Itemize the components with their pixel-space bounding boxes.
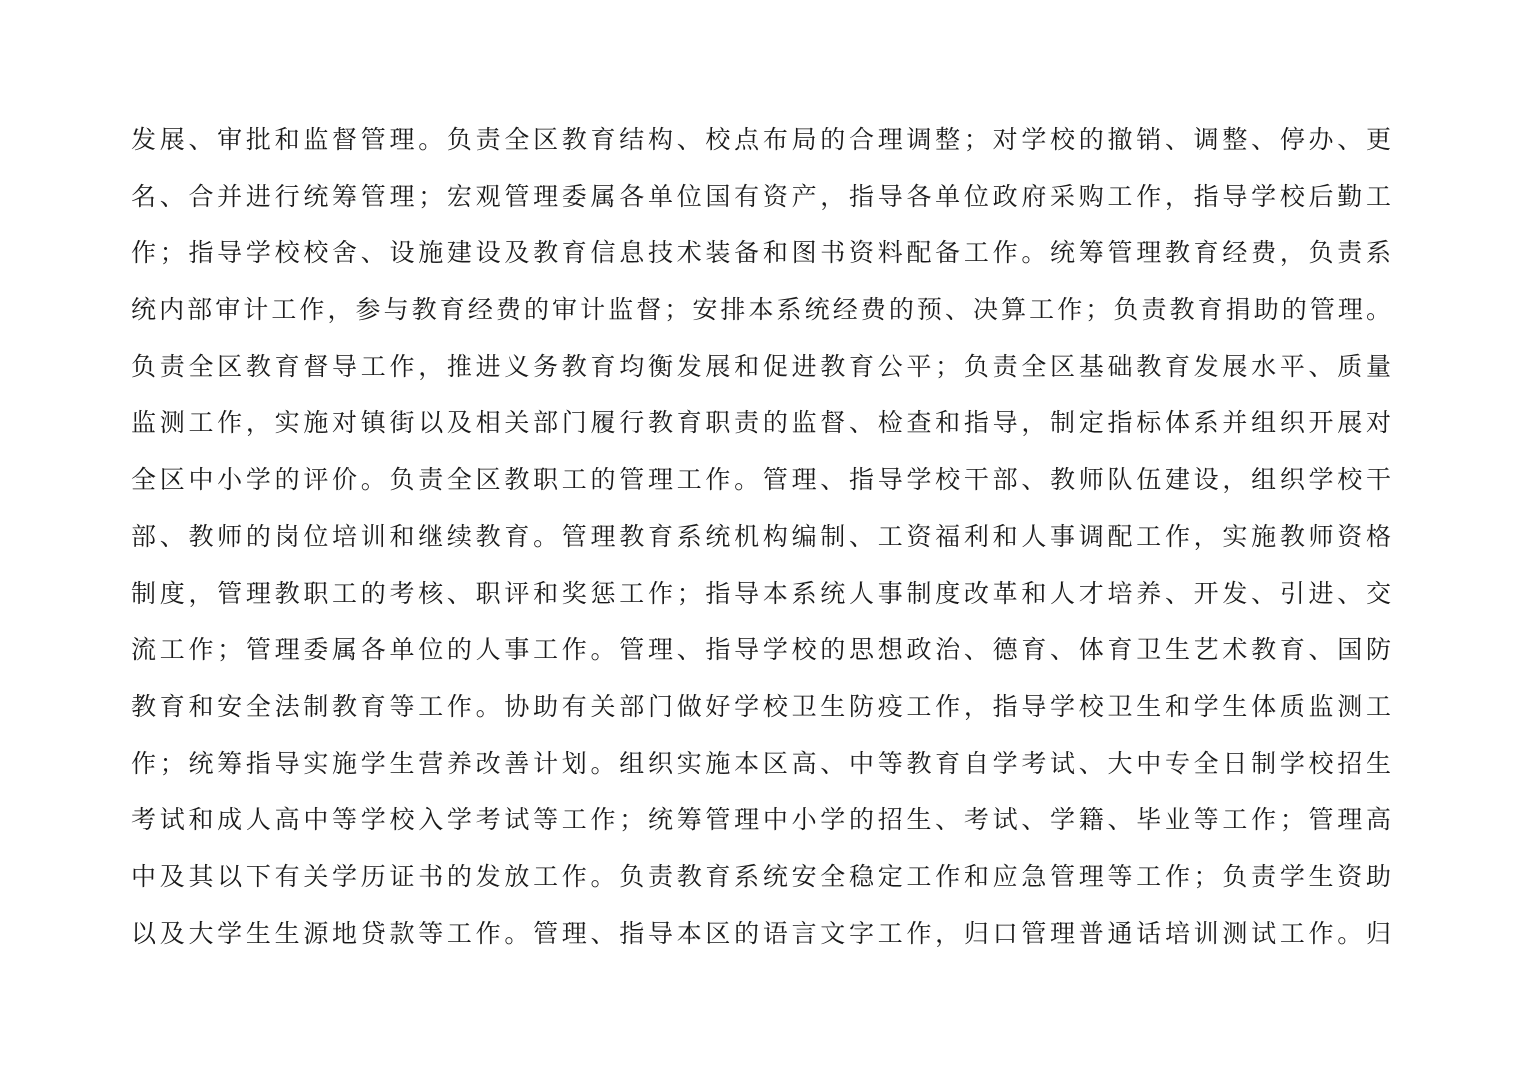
text-line: 制度，管理教职工的考核、职评和奖惩工作；指导本系统人事制度改革和人才培养、开发、引进、交 bbox=[131, 578, 1391, 608]
text-line: 流工作；管理委属各单位的人事工作。管理、指导学校的思想政治、德育、体育卫生艺术教育、国防 bbox=[131, 635, 1391, 665]
text-line: 以及大学生生源地贷款等工作。管理、指导本区的语言文字工作，归口管理普通话培训测试工作。归 bbox=[131, 918, 1391, 948]
text-line: 作；统筹指导实施学生营养改善计划。组织实施本区高、中等教育自学考试、大中专全日制学校招生 bbox=[131, 748, 1391, 778]
text-line: 名、合并进行统筹管理；宏观管理委属各单位国有资产，指导各单位政府采购工作，指导学校后勤工 bbox=[131, 181, 1391, 211]
text-line: 作；指导学校校舍、设施建设及教育信息技术装备和图书资料配备工作。统筹管理教育经费，负责系 bbox=[131, 238, 1391, 268]
text-line: 统内部审计工作，参与教育经费的审计监督；安排本系统经费的预、决算工作；负责教育捐助的管理。 bbox=[131, 295, 1391, 325]
text-line: 全区中小学的评价。负责全区教职工的管理工作。管理、指导学校干部、教师队伍建设，组织学校干 bbox=[131, 465, 1391, 495]
body-text bbox=[131, 118, 1391, 968]
text-line: 发展、审批和监督管理。负责全区教育结构、校点布局的合理调整；对学校的撤销、调整、停办、更 bbox=[131, 125, 1391, 154]
text-line: 中及其以下有关学历证书的发放工作。负责教育系统安全稳定工作和应急管理等工作；负责学生资助 bbox=[131, 861, 1391, 891]
text-line: 负责全区教育督导工作，推进义务教育均衡发展和促进教育公平；负责全区基础教育发展水平、质量 bbox=[131, 351, 1391, 381]
text-line: 部、教师的岗位培训和继续教育。管理教育系统机构编制、工资福利和人事调配工作，实施教师资格 bbox=[131, 521, 1391, 551]
text-line: 教育和安全法制教育等工作。协助有关部门做好学校卫生防疫工作，指导学校卫生和学生体质监测工 bbox=[131, 691, 1391, 721]
text-line: 监测工作，实施对镇街以及相关部门履行教育职责的监督、检查和指导，制定指标体系并组织开展对 bbox=[131, 408, 1391, 438]
text-line: 考试和成人高中等学校入学考试等工作；统筹管理中小学的招生、考试、学籍、毕业等工作；管理高 bbox=[131, 805, 1391, 835]
